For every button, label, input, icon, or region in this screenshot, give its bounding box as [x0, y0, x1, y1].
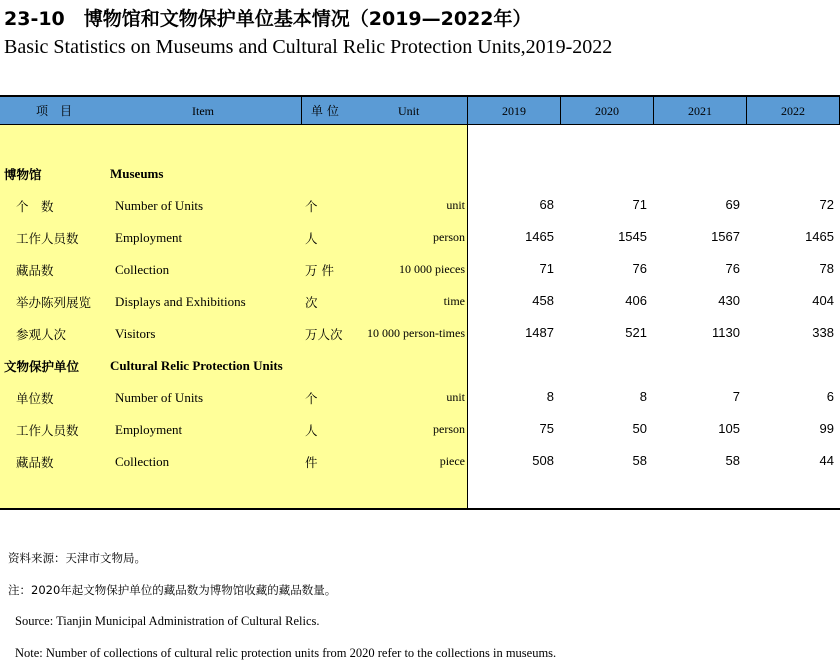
- row-label-en: Number of Units: [115, 390, 204, 405]
- value-cell: 6: [826, 389, 834, 404]
- value-cell: 58: [632, 453, 647, 468]
- header-unit-cn: 单 位: [311, 104, 339, 118]
- section-label-cn: 文物保护单位: [4, 359, 80, 374]
- unit-cn: 个: [305, 199, 318, 214]
- row-label-cn: 参观人次: [16, 327, 67, 342]
- value-cell: 404: [812, 293, 834, 308]
- section-row-relic-units: [0, 357, 840, 377]
- value-cell: 1487: [525, 325, 554, 340]
- value-cell: 105: [718, 421, 740, 436]
- value-cell: 1130: [712, 325, 740, 340]
- row-label-cn: 工作人员数: [16, 231, 79, 246]
- value-cell: 8: [639, 389, 647, 404]
- row-label-cn: 藏品数: [16, 263, 54, 278]
- table-row: [0, 261, 840, 281]
- table-row: [0, 421, 840, 441]
- table-row: [0, 293, 840, 313]
- footnote-en: Note: Number of collections of cultural relic protection units from 2020 refer to the collections in museums.: [15, 646, 557, 660]
- table-bottom-rule: [0, 508, 840, 510]
- value-cell: 1465: [805, 229, 834, 244]
- unit-cn: 个: [305, 391, 318, 406]
- row-label-en: Collection: [115, 262, 170, 277]
- value-cell: 8: [546, 389, 554, 404]
- source-note-cn: 资料来源：天津市文物局。: [8, 551, 146, 565]
- unit-en: 10 000 person-times: [367, 326, 465, 340]
- row-label-en: Employment: [115, 422, 183, 437]
- unit-en: unit: [446, 390, 465, 404]
- value-cell: 76: [725, 261, 740, 276]
- row-label-en: Displays and Exhibitions: [115, 294, 246, 309]
- value-cell: 50: [632, 421, 647, 436]
- value-cell: 1465: [525, 229, 554, 244]
- unit-en: 10 000 pieces: [399, 262, 465, 276]
- unit-cn: 人: [305, 231, 318, 246]
- header-unit-en: Unit: [398, 104, 420, 118]
- value-cell: 406: [625, 293, 647, 308]
- table-row: [0, 197, 840, 217]
- value-cell: 76: [632, 261, 647, 276]
- section-label-en: Museums: [110, 166, 164, 181]
- value-cell: 99: [819, 421, 834, 436]
- unit-en: person: [433, 422, 465, 436]
- row-label-en: Employment: [115, 230, 183, 245]
- table-row: [0, 389, 840, 409]
- unit-cn: 次: [305, 295, 318, 310]
- value-cell: 72: [819, 197, 834, 212]
- section-row-museums: [0, 165, 840, 185]
- value-cell: 521: [625, 325, 647, 340]
- source-note-en: Source: Tianjin Municipal Administration of Cultural Relics.: [15, 614, 320, 628]
- value-cell: 508: [532, 453, 554, 468]
- row-label-en: Number of Units: [115, 198, 204, 213]
- row-label-cn: 举办陈列展览: [16, 295, 92, 310]
- value-cell: 430: [718, 293, 740, 308]
- value-cell: 44: [819, 453, 834, 468]
- value-cell: 1545: [618, 229, 647, 244]
- unit-cn: 万人次: [305, 327, 343, 342]
- value-cell: 58: [725, 453, 740, 468]
- value-cell: 75: [539, 421, 554, 436]
- value-cell: 1567: [711, 229, 740, 244]
- unit-cn: 件: [305, 455, 318, 470]
- statistics-table: [0, 95, 840, 510]
- header-year: 2020: [595, 104, 619, 118]
- header-year: 2021: [688, 104, 712, 118]
- header-year: 2019: [502, 104, 526, 118]
- table-row: [0, 325, 840, 345]
- page-title-cn: 23-10 博物馆和文物保护单位基本情况（2019—2022年）: [4, 8, 532, 30]
- value-cell: 338: [812, 325, 834, 340]
- table-row: [0, 453, 840, 473]
- unit-en: unit: [446, 198, 465, 212]
- unit-en: person: [433, 230, 465, 244]
- row-label-cn: 工作人员数: [16, 423, 79, 438]
- section-label-en: Cultural Relic Protection Units: [110, 358, 283, 373]
- value-cell: 69: [725, 197, 740, 212]
- value-cell: 7: [732, 389, 740, 404]
- value-cell: 71: [632, 197, 647, 212]
- value-cell: 78: [819, 261, 834, 276]
- row-label-en: Collection: [115, 454, 170, 469]
- row-label-en: Visitors: [115, 326, 156, 341]
- header-item-cn: 项 目: [36, 104, 73, 118]
- page-title-en: Basic Statistics on Museums and Cultural Relic Protection Units,2019-2022: [4, 36, 613, 58]
- row-label-cn: 个 数: [16, 199, 54, 214]
- row-label-cn: 藏品数: [16, 455, 54, 470]
- footnote-cn: 注：2020年起文物保护单位的藏品数为博物馆收藏的藏品数量。: [8, 583, 337, 597]
- row-label-cn: 单位数: [16, 391, 54, 406]
- value-cell: 68: [539, 197, 554, 212]
- unit-en: time: [443, 294, 465, 308]
- unit-en: piece: [439, 454, 465, 468]
- section-label-cn: 博物馆: [4, 167, 42, 182]
- unit-cn: 万 件: [305, 263, 334, 278]
- table-header: [0, 95, 840, 125]
- value-cell: 71: [539, 261, 554, 276]
- unit-cn: 人: [305, 423, 318, 438]
- table-row: [0, 229, 840, 249]
- header-year: 2022: [781, 104, 805, 118]
- header-item-en: Item: [192, 104, 214, 118]
- value-cell: 458: [532, 293, 554, 308]
